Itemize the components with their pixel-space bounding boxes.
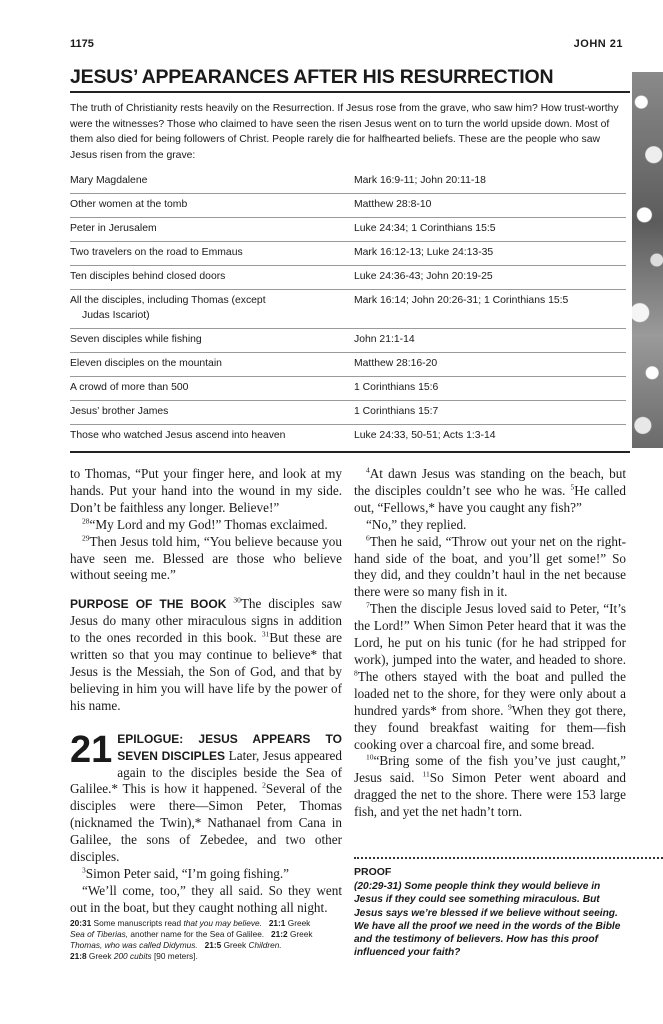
proof-note: (20:29-31) Some people think they would believe in Jesus if they could see something miraculous. But Jesus says we’re blessed if we believe without seeing. We have all the proof we need in the words of the Bible and the testimony of believers. How has this proof influenced your faith? — [354, 881, 621, 959]
verse-number: 5 — [570, 482, 575, 492]
verse-text: But these are written so that you may continue to believe* that Jesus is the Messiah, the Son of God, and that by believing in him you will have life by the power of his name. — [70, 630, 343, 713]
verse-number: 28 — [82, 516, 90, 526]
verse-text: The others stayed with the boat and pulled the loaded net to the shore, for they were only about a hundred yards* from shore. — [354, 668, 626, 718]
verse-28 — [70, 517, 342, 534]
verse-number: 9 — [507, 702, 512, 712]
witness-cell — [70, 170, 354, 194]
reference-cell: Mark 16:9-11; John 20:11-18 — [354, 170, 626, 194]
table-row — [70, 170, 626, 194]
verse-number: 4 — [366, 465, 370, 475]
footnote-text: [90 meters]. — [153, 951, 198, 961]
reference-cell: 1 Corinthians 15:6 — [354, 377, 626, 401]
footnote-text: Greek — [88, 951, 112, 961]
table-row — [70, 290, 626, 329]
thumb-tab-decoration — [632, 72, 663, 448]
footnote-text: Thomas, who was called Didymus. — [70, 940, 198, 950]
proof-heading: PROOF — [354, 866, 392, 878]
footnote-line — [70, 929, 342, 940]
verse-text: He called out, “Fellows,* have you caught any fish?” — [354, 482, 626, 515]
witness-cell — [70, 401, 354, 425]
chart-title: JESUS’ APPEARANCES AFTER HIS RESURRECTION — [70, 66, 554, 88]
verse-text: So Simon Peter went aboard and dragged the net to the shore. There were 153 large fish, and yet the net hadn’t torn. — [354, 770, 627, 820]
witness-cell — [70, 290, 354, 329]
witness-label: Seven disciples while fishing — [70, 334, 202, 345]
verse-number: 10 — [366, 753, 374, 763]
left-column — [70, 466, 342, 917]
verse-text: At dawn Jesus was standing on the beach, but the disciples couldn’t see who he was. — [354, 466, 626, 498]
table-row — [70, 194, 626, 218]
verse-text: Then he said, “Throw out your net on the right-hand side of the boat, and you’ll get some!” So they did, and they couldn’t haul in the net because there were so many fish in it. — [354, 533, 626, 600]
verse-text: “My Lord and my God!” Thomas exclaimed. — [89, 516, 328, 532]
chapter-number: 21 — [70, 728, 113, 771]
verse-number: 31 — [261, 629, 270, 639]
footnote-text: Greek — [287, 918, 311, 928]
verse-number: 3 — [82, 865, 86, 875]
table-row — [70, 401, 626, 425]
footnote-text: Greek — [289, 929, 313, 939]
witness-label: Jesus’ brother James — [70, 406, 169, 417]
verse-7 — [354, 601, 626, 753]
reference-cell: Matthew 28:8-10 — [354, 194, 626, 218]
purpose-paragraph — [70, 596, 342, 714]
reference-cell: Luke 24:34; 1 Corinthians 15:5 — [354, 218, 626, 242]
witness-cell — [70, 353, 354, 377]
footnote-text: Sea of Tiberias, — [70, 929, 129, 939]
footnote-ref: 21:2 — [271, 929, 288, 939]
footnote-ref: 21:5 — [204, 940, 222, 950]
footnote-line — [70, 940, 342, 951]
verse-3 — [70, 866, 342, 883]
footnote-text: 200 cubits — [113, 951, 152, 961]
footnote-text: Children. — [248, 940, 282, 950]
footnote-line — [70, 918, 342, 929]
footnote-text: Greek — [223, 940, 247, 950]
witness-cell — [70, 194, 354, 218]
witness-label: Eleven disciples on the mountain — [70, 358, 222, 369]
chapter-heading: EPILOGUE: JESUS APPEARS TO SEVEN DISCIPLES — [117, 731, 342, 763]
table-row — [70, 266, 626, 290]
verse-number: 2 — [262, 781, 266, 791]
verse-text: Simon Peter said, “I’m going fishing.” — [85, 865, 290, 881]
chapter-21-opening — [70, 728, 343, 866]
witness-cell — [70, 266, 354, 290]
reference-cell: Mark 16:12-13; Luke 24:13-35 — [354, 242, 626, 266]
verse-text: The disciples saw Jesus do many other miraculous signs in addition to the ones recorded in this book. — [70, 596, 342, 646]
verse-6 — [354, 534, 626, 602]
witness-cell — [70, 218, 354, 242]
verse-text: When they got there, they found breakfast waiting for them—fish cooking over a charcoal fire, and some bread. — [354, 702, 627, 752]
witness-label: Mary Magdalene — [70, 175, 148, 186]
footnotes — [70, 918, 342, 962]
reference-cell: Mark 16:14; John 20:26-31; 1 Corinthians 15:5 — [354, 290, 626, 329]
footnote-ref: 21:1 — [268, 918, 286, 928]
verse-number: 11 — [422, 769, 430, 779]
verse-5-cont: “No,” they replied. — [366, 516, 467, 532]
witness-label: All the disciples, including Thomas (except — [70, 295, 266, 306]
witness-label: Ten disciples behind closed doors — [70, 271, 226, 282]
table-row — [70, 353, 626, 377]
footnote-ref: 21:8 — [70, 951, 87, 961]
witness-cell — [70, 242, 354, 266]
reference-cell: Matthew 28:16-20 — [354, 353, 626, 377]
verse-text: Then the disciple Jesus loved said to Peter, “It’s the Lord!” When Simon Peter heard that it was the Lord, he put on his tunic (for he had stripped for work), jumped into the water, and headed to shore. — [354, 601, 626, 667]
witness-label: Other women at the tomb — [70, 199, 188, 210]
title-rule — [70, 91, 630, 93]
verse-text: to Thomas, “Put your finger here, and look at my hands. Put your hand into the wound in my side. Don’t be faithless any longer. Believe!” — [70, 466, 342, 515]
chart-bottom-rule — [70, 451, 630, 453]
verse-text: Several of the disciples were there—Simon Peter, Thomas (nicknamed the Twin),* Nathanael from Cana in Galilee, the sons of Zebedee, and two other disciples. — [70, 781, 343, 865]
verse-number: 6 — [366, 533, 370, 543]
verse-number: 8 — [354, 668, 358, 678]
reference-cell: Luke 24:36-43; John 20:19-25 — [354, 266, 626, 290]
witness-label-cont: Judas Iscariot) — [82, 310, 150, 321]
verse-number: 30 — [233, 595, 241, 605]
verse-29 — [70, 534, 342, 585]
witness-cell — [70, 377, 354, 401]
table-row — [70, 377, 626, 401]
reference-cell: Luke 24:33, 50-51; Acts 1:3-14 — [354, 430, 496, 441]
footnote-text: that you may believe. — [183, 918, 262, 928]
chart-intro: The truth of Christianity rests heavily on the Resurrection. If Jesus rose from the grave, who saw him? How trust-worthy were the witnesses? Those who claimed to have seen the risen Jesus went on to turn the world upside down. Most of them also died for being followers of Christ. People rarely die for halfhearted beliefs. These are the people who saw Jesus risen from the grave: — [70, 103, 619, 161]
appearances-table — [70, 170, 626, 448]
witness-cell — [70, 425, 354, 449]
verse-10 — [354, 753, 626, 821]
reference-cell: 1 Corinthians 15:7 — [354, 401, 626, 425]
verse-text: Then Jesus told him, “You believe because you have seen me. Blessed are those who believe without seeing me.” — [70, 533, 342, 583]
table-row — [70, 218, 626, 242]
footnote-text: Some manuscripts read — [93, 918, 182, 928]
page-number: 1175 — [70, 38, 94, 50]
dotted-divider — [354, 857, 663, 859]
verse-text: Later, Jesus appeared again to the disciples beside the Sea of Galilee.* This is how it happened. — [70, 747, 342, 797]
footnote-line — [70, 951, 342, 962]
witness-label: Two travelers on the road to Emmaus — [70, 247, 243, 258]
table-row — [70, 329, 626, 353]
verse-number: 29 — [82, 533, 90, 543]
verse-4 — [354, 466, 626, 517]
footnote-text: another name for the Sea of Galilee. — [130, 929, 265, 939]
witness-label: Peter in Jerusalem — [70, 223, 157, 234]
book-chapter-label: JOHN 21 — [573, 38, 623, 50]
table-row — [70, 242, 626, 266]
witness-label: A crowd of more than 500 — [70, 382, 189, 393]
reference-cell: John 21:1-14 — [354, 329, 626, 353]
footnote-ref: 20:31 — [70, 918, 92, 928]
section-heading: PURPOSE OF THE BOOK — [70, 597, 227, 612]
running-header — [70, 38, 623, 52]
verse-text: “Bring some of the fish you’ve just caught,” Jesus said. — [354, 753, 626, 786]
table-row — [70, 425, 626, 449]
witness-cell — [70, 329, 354, 353]
witness-label: Those who watched Jesus ascend into heaven — [70, 430, 286, 441]
verse-number: 7 — [366, 600, 370, 610]
right-column — [354, 466, 626, 821]
verse-3-cont: “We’ll come, too,” they all said. So they went out in the boat, but they caught nothing all night. — [70, 882, 342, 915]
